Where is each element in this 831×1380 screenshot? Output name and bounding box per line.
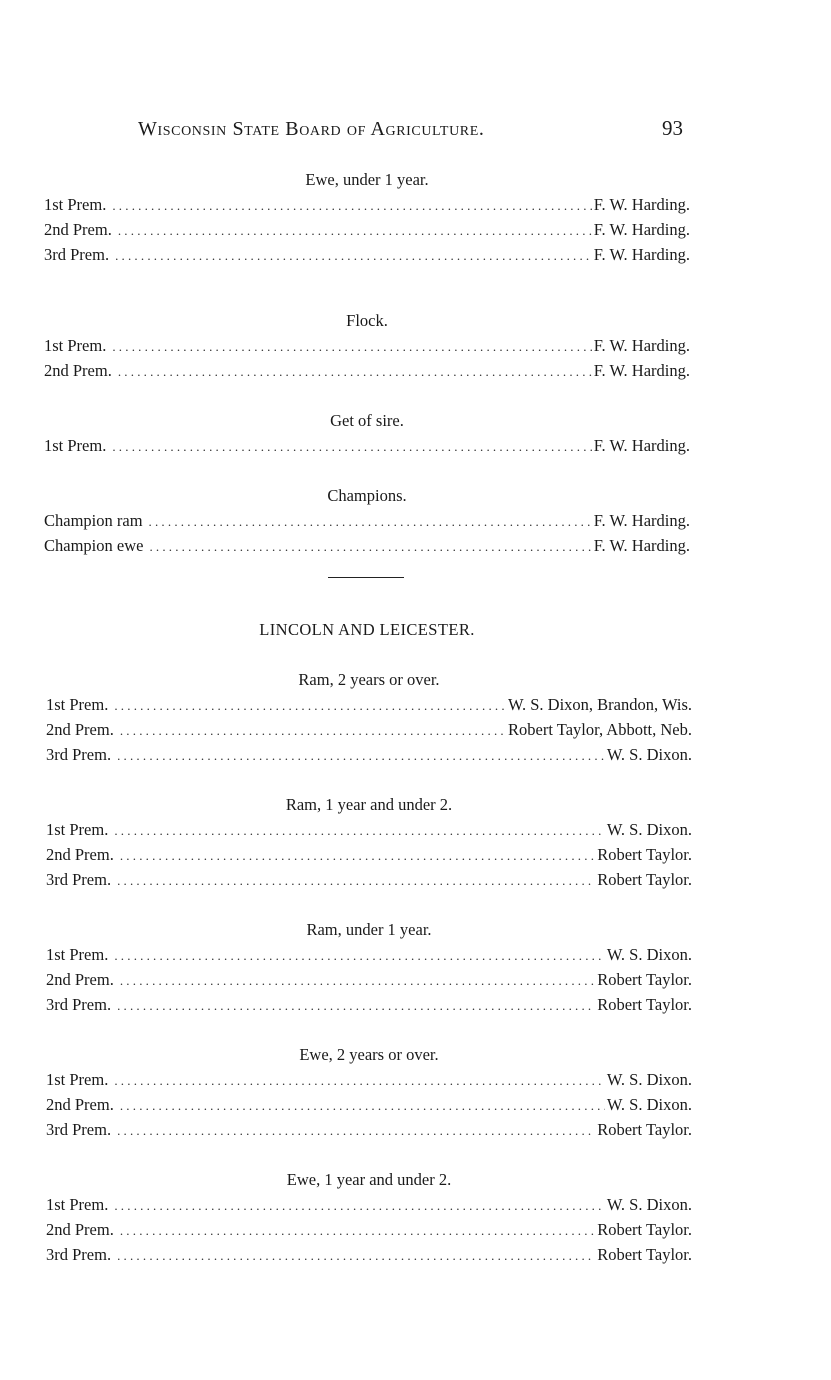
winner-name: W. S. Dixon. xyxy=(606,745,692,764)
upper-results-column xyxy=(44,168,690,558)
breed-heading-wrap xyxy=(44,618,690,642)
champion-label: Champion ram xyxy=(44,511,143,530)
dot-leader xyxy=(112,334,591,359)
premium-label: 2nd Prem. xyxy=(46,1095,114,1114)
premium-label: 2nd Prem. xyxy=(46,845,114,864)
dot-leader xyxy=(149,534,591,559)
section-title: Champions. xyxy=(327,486,407,505)
section-title: Ewe, under 1 year. xyxy=(305,170,429,189)
result-row xyxy=(46,967,692,992)
result-row xyxy=(46,692,692,717)
dot-leader xyxy=(114,818,605,843)
dot-leader xyxy=(117,1243,595,1268)
section-title: Ewe, 2 years or over. xyxy=(299,1045,439,1064)
result-row xyxy=(44,333,690,358)
result-row xyxy=(44,508,690,533)
winner-name: W. S. Dixon. xyxy=(606,1195,692,1214)
result-row xyxy=(46,842,692,867)
result-row xyxy=(46,817,692,842)
section-title: Flock. xyxy=(346,311,388,330)
dot-leader xyxy=(149,509,592,534)
section-divider xyxy=(328,577,404,578)
premium-label: 3rd Prem. xyxy=(44,245,110,264)
section-title: Get of sire. xyxy=(330,411,404,430)
result-row xyxy=(46,942,692,967)
result-row xyxy=(46,992,692,1017)
dot-leader xyxy=(120,718,506,743)
premium-label: 3rd Prem. xyxy=(46,745,112,764)
winner-name: Robert Taylor. xyxy=(597,995,692,1014)
winner-name: W. S. Dixon, Brandon, Wis. xyxy=(507,695,692,714)
dot-leader xyxy=(120,968,595,993)
dot-leader xyxy=(120,1093,605,1118)
result-row xyxy=(46,1092,692,1117)
winner-name: W. S. Dixon. xyxy=(606,945,692,964)
premium-label: 1st Prem. xyxy=(46,1195,109,1214)
winner-name: Robert Taylor. xyxy=(597,845,692,864)
premium-label: 1st Prem. xyxy=(44,195,107,214)
dot-leader xyxy=(115,243,592,268)
winner-name: Robert Taylor. xyxy=(597,870,692,889)
dot-leader xyxy=(120,1218,595,1243)
dot-leader xyxy=(112,193,591,218)
premium-label: 1st Prem. xyxy=(44,436,107,455)
winner-name: F. W. Harding. xyxy=(593,536,690,555)
winner-name: F. W. Harding. xyxy=(593,361,690,380)
result-row xyxy=(46,1242,692,1267)
running-title: Wisconsin State Board of Agriculture. xyxy=(138,118,485,140)
champion-label: Champion ewe xyxy=(44,536,144,555)
result-row xyxy=(46,1067,692,1092)
result-row xyxy=(46,867,692,892)
winner-name: Robert Taylor. xyxy=(597,1245,692,1264)
dot-leader xyxy=(114,1068,605,1093)
premium-label: 1st Prem. xyxy=(46,945,109,964)
dot-leader xyxy=(117,993,595,1018)
result-row xyxy=(44,242,690,267)
premium-label: 2nd Prem. xyxy=(46,720,114,739)
result-row xyxy=(46,1192,692,1217)
result-row xyxy=(46,1117,692,1142)
premium-label: 1st Prem. xyxy=(46,1070,109,1089)
winner-name: Robert Taylor, Abbott, Neb. xyxy=(508,720,692,739)
winner-name: F. W. Harding. xyxy=(593,511,690,530)
winner-name: W. S. Dixon. xyxy=(606,1070,692,1089)
result-row xyxy=(44,358,690,383)
premium-label: 3rd Prem. xyxy=(46,995,112,1014)
winner-name: F. W. Harding. xyxy=(593,220,690,239)
result-row xyxy=(44,433,690,458)
winner-name: W. S. Dixon. xyxy=(606,1095,692,1114)
premium-label: 1st Prem. xyxy=(46,695,109,714)
winner-name: F. W. Harding. xyxy=(593,336,690,355)
dot-leader xyxy=(114,693,506,718)
section-title: Ewe, 1 year and under 2. xyxy=(286,1170,452,1189)
dot-leader xyxy=(117,1118,595,1143)
section-title: Ram, 1 year and under 2. xyxy=(285,795,453,814)
result-row xyxy=(44,192,690,217)
result-row xyxy=(46,742,692,767)
result-row xyxy=(44,533,690,558)
winner-name: W. S. Dixon. xyxy=(606,820,692,839)
breed-heading: LINCOLN AND LEICESTER. xyxy=(259,620,475,639)
winner-name: Robert Taylor. xyxy=(597,970,692,989)
dot-leader xyxy=(112,434,591,459)
page-number: 93 xyxy=(662,116,683,140)
dot-leader xyxy=(120,843,595,868)
dot-leader xyxy=(114,1193,605,1218)
winner-name: F. W. Harding. xyxy=(593,195,690,214)
dot-leader xyxy=(118,359,592,384)
premium-label: 1st Prem. xyxy=(44,336,107,355)
premium-label: 2nd Prem. xyxy=(44,361,112,380)
winner-name: Robert Taylor. xyxy=(597,1220,692,1239)
winner-name: Robert Taylor. xyxy=(597,1120,692,1139)
dot-leader xyxy=(117,868,595,893)
lower-results-column xyxy=(46,668,692,1267)
premium-label: 2nd Prem. xyxy=(44,220,112,239)
dot-leader xyxy=(118,218,592,243)
premium-label: 2nd Prem. xyxy=(46,1220,114,1239)
result-row xyxy=(46,1217,692,1242)
result-row xyxy=(46,717,692,742)
dot-leader xyxy=(114,943,605,968)
dot-leader xyxy=(117,743,605,768)
result-row xyxy=(44,217,690,242)
premium-label: 3rd Prem. xyxy=(46,1120,112,1139)
premium-label: 3rd Prem. xyxy=(46,870,112,889)
premium-label: 3rd Prem. xyxy=(46,1245,112,1264)
section-title: Ram, 2 years or over. xyxy=(298,670,440,689)
winner-name: F. W. Harding. xyxy=(593,436,690,455)
premium-label: 1st Prem. xyxy=(46,820,109,839)
premium-label: 2nd Prem. xyxy=(46,970,114,989)
section-title: Ram, under 1 year. xyxy=(306,920,432,939)
winner-name: F. W. Harding. xyxy=(593,245,690,264)
